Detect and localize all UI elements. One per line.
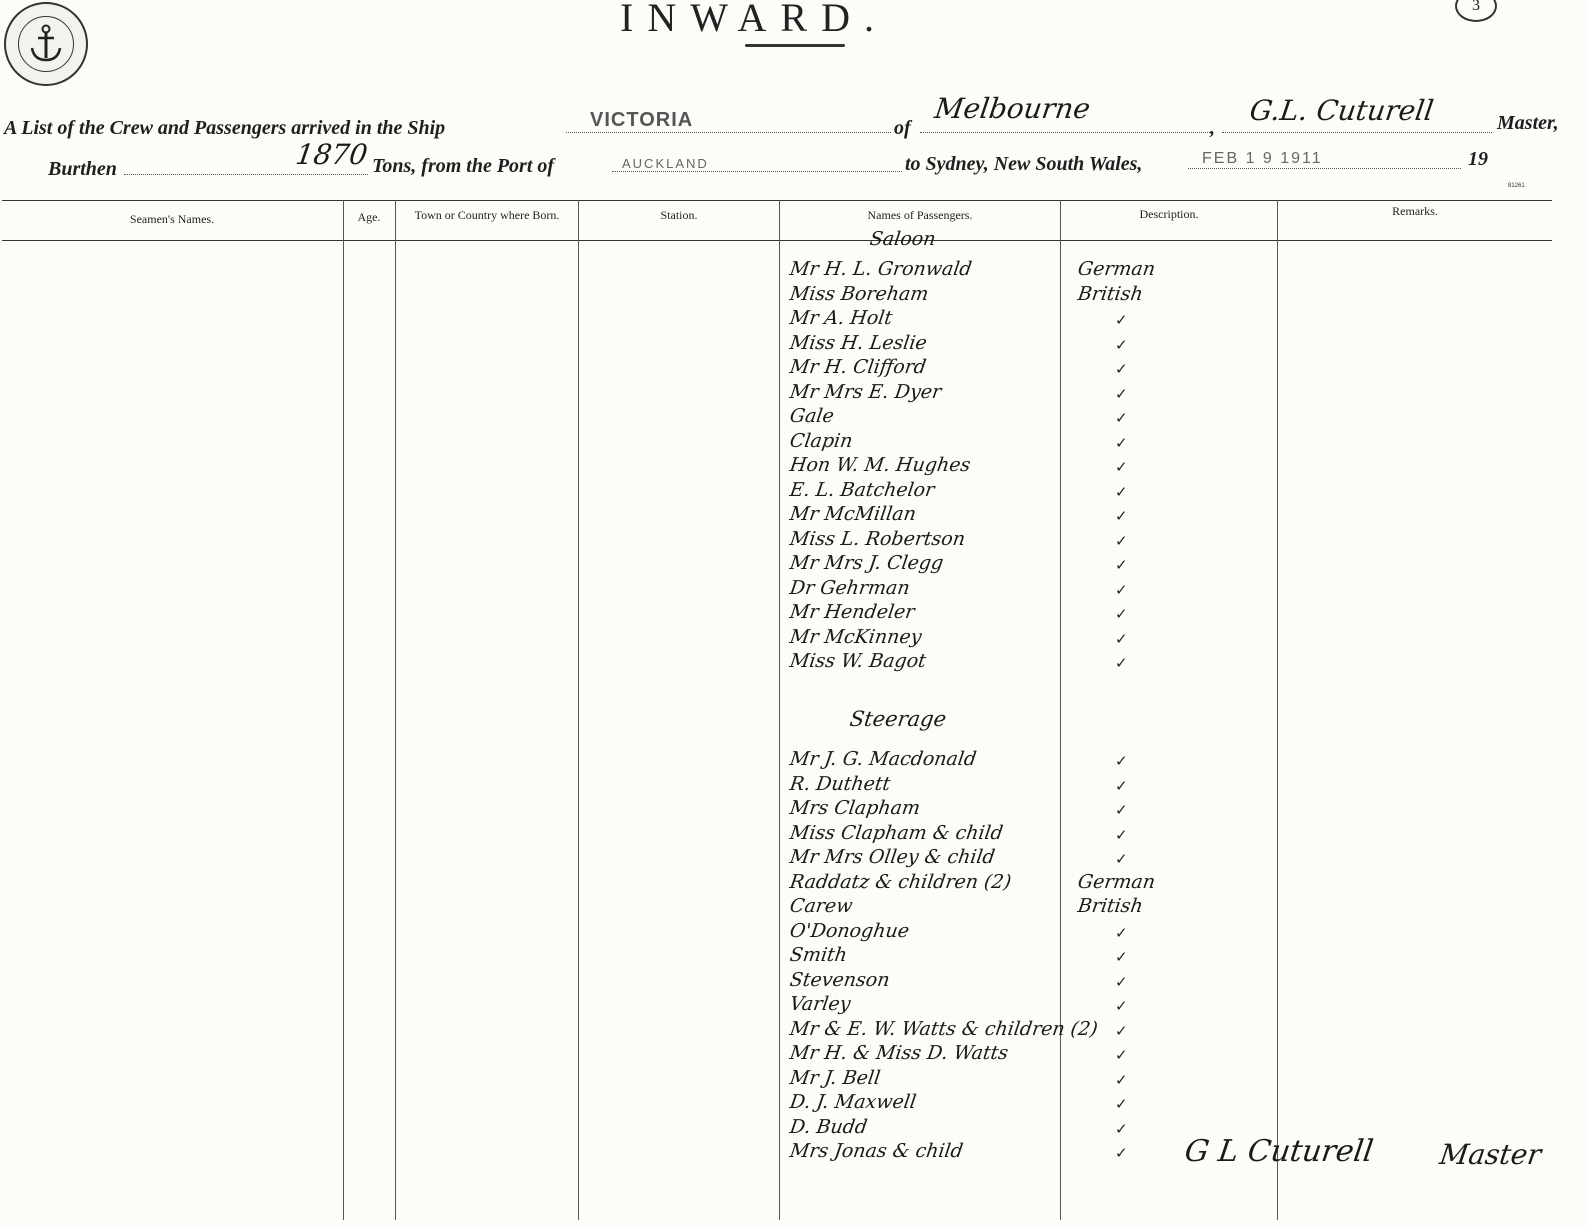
passenger-name: Gale (788, 405, 836, 427)
passenger-name: Mrs Clapham (788, 797, 922, 819)
passenger-description: German (1076, 258, 1157, 280)
ship-name-rule (566, 132, 891, 133)
master-name-rule (1222, 132, 1492, 133)
passenger-description: ✓ (1115, 972, 1128, 991)
passenger-description: ✓ (1115, 801, 1128, 819)
from-port-rule (612, 171, 902, 172)
header-born: Town or Country where Born. (414, 208, 560, 222)
passenger-name: Miss L. Robertson (788, 527, 967, 550)
col-divider (578, 200, 579, 1220)
passenger-name: Raddatz & children (2) (788, 870, 1013, 893)
passenger-description: ✓ (1115, 1119, 1128, 1138)
master-label: Master, (1497, 112, 1559, 134)
passenger-description: ✓ (1115, 850, 1128, 868)
tons-label: Tons, from the Port of (372, 155, 555, 177)
passenger-name: Carew (788, 895, 855, 917)
master-name: G.L. Cuturell (1247, 94, 1436, 127)
passenger-name: Mr Mrs J. Clegg (788, 552, 945, 574)
header-description: Description. (1139, 207, 1199, 221)
passenger-description: ✓ (1115, 825, 1128, 844)
to-label: to Sydney, New South Wales, (905, 153, 1143, 175)
passenger-description: ✓ (1115, 433, 1128, 452)
passenger-description: ✓ (1115, 629, 1128, 648)
passenger-description: ✓ (1115, 948, 1128, 966)
passenger-name: Dr Gehrman (788, 576, 912, 599)
passenger-description: British (1076, 895, 1145, 917)
passenger-description: ✓ (1115, 458, 1128, 476)
year-label: 19 (1468, 148, 1488, 170)
passenger-description: ✓ (1115, 580, 1128, 599)
col-divider (395, 200, 396, 1220)
saloon-heading: Saloon (868, 228, 938, 250)
passenger-description: ✓ (1115, 1070, 1128, 1089)
passenger-name: Mrs Jonas & child (788, 1140, 965, 1162)
shipping-master-seal (4, 2, 88, 86)
burthen-label: Burthen (48, 158, 117, 180)
passenger-description: ✓ (1115, 335, 1128, 354)
from-port: AUCKLAND (622, 156, 709, 171)
passenger-description: ✓ (1115, 507, 1128, 525)
table-header-rule (2, 240, 1552, 241)
passenger-name: O'Donoghue (788, 919, 911, 942)
passenger-name: Mr H. & Miss D. Watts (788, 1042, 1010, 1064)
passenger-description: ✓ (1115, 360, 1128, 378)
passenger-name: Mr H. L. Gronwald (788, 258, 974, 280)
passenger-name: Stevenson (788, 968, 892, 991)
passenger-name: R. Duthett (788, 772, 892, 795)
of-label: of (894, 117, 911, 139)
col-divider (1060, 200, 1061, 1220)
passenger-description: ✓ (1115, 409, 1128, 427)
steerage-heading: Steerage (848, 707, 948, 731)
header-seamen: Seamen's Names. (129, 212, 215, 226)
passenger-name: Mr H. Clifford (788, 356, 928, 378)
passenger-description: ✓ (1115, 776, 1128, 795)
passenger-name: Mr & E. W. Watts & children (2) (788, 1017, 1100, 1040)
passenger-name: Clapin (788, 429, 854, 452)
passenger-description: ✓ (1115, 1046, 1128, 1064)
passenger-description: ✓ (1115, 1095, 1128, 1113)
passenger-description: ✓ (1115, 311, 1128, 329)
passenger-description: ✓ (1115, 1144, 1128, 1162)
header-remarks: Remarks. (1392, 204, 1438, 218)
page-number: 3 (1455, 0, 1497, 22)
passenger-name: Mr Mrs E. Dyer (788, 380, 943, 403)
passenger-name: D. Budd (788, 1115, 869, 1138)
passenger-description: ✓ (1115, 531, 1128, 550)
title-underline (745, 44, 845, 47)
home-port-rule (920, 132, 1210, 133)
col-divider (1277, 200, 1278, 1220)
passenger-description: ✓ (1115, 482, 1128, 501)
master-signature: G L Cuturell (1182, 1134, 1376, 1169)
passenger-description: ✓ (1115, 384, 1128, 403)
form-code: 81261 (1508, 183, 1525, 189)
table-top-rule (2, 200, 1552, 201)
passenger-name: E. L. Batchelor (788, 478, 936, 501)
passenger-name: Miss Boreham (788, 282, 930, 305)
col-divider (779, 200, 780, 1220)
passenger-description: ✓ (1115, 556, 1128, 574)
anchor-icon (18, 16, 74, 72)
passenger-description: ✓ (1115, 997, 1128, 1015)
passenger-name: Smith (788, 944, 849, 966)
passenger-name: Mr J. Bell (788, 1066, 882, 1089)
passenger-name: Mr McKinney (788, 625, 923, 648)
date-rule (1188, 168, 1461, 169)
intro-line1-prefix: A List of the Crew and Passengers arrived in the Ship (4, 117, 446, 139)
passenger-name: Miss Clapham & child (788, 821, 1005, 844)
comma: , (1210, 117, 1215, 139)
passenger-description: ✓ (1115, 923, 1128, 942)
passenger-name: Mr McMillan (788, 503, 918, 525)
passenger-name: Miss W. Bagot (788, 650, 928, 672)
header-age: Age. (357, 210, 381, 224)
tonnage-rule (124, 174, 368, 175)
passenger-name: Hon W. M. Hughes (788, 454, 972, 476)
header-station: Station. (660, 208, 698, 222)
passenger-description: ✓ (1115, 654, 1128, 672)
page-title: INWARD. (620, 0, 888, 40)
header-passengers: Names of Passengers. (867, 208, 973, 222)
passenger-name: D. J. Maxwell (788, 1091, 918, 1113)
passenger-description: ✓ (1115, 752, 1128, 770)
arrival-date-stamp: FEB 1 9 1911 (1202, 150, 1323, 167)
passenger-description: German (1076, 870, 1157, 893)
passenger-description: ✓ (1115, 1021, 1128, 1040)
passenger-name: Mr A. Holt (788, 307, 894, 329)
passenger-description: British (1076, 282, 1145, 305)
passenger-name: Varley (788, 993, 852, 1015)
passenger-name: Mr Mrs Olley & child (788, 846, 997, 868)
tonnage: 1870 (293, 138, 370, 171)
passenger-name: Miss H. Leslie (788, 331, 929, 354)
col-divider (343, 200, 344, 1220)
passenger-description: ✓ (1115, 605, 1128, 623)
passenger-name: Mr Hendeler (788, 601, 916, 623)
ship-name: VICTORIA (590, 109, 694, 131)
home-port: Melbourne (932, 92, 1093, 125)
passenger-name: Mr J. G. Macdonald (788, 748, 978, 770)
master-signature-title: Master (1437, 1138, 1544, 1171)
